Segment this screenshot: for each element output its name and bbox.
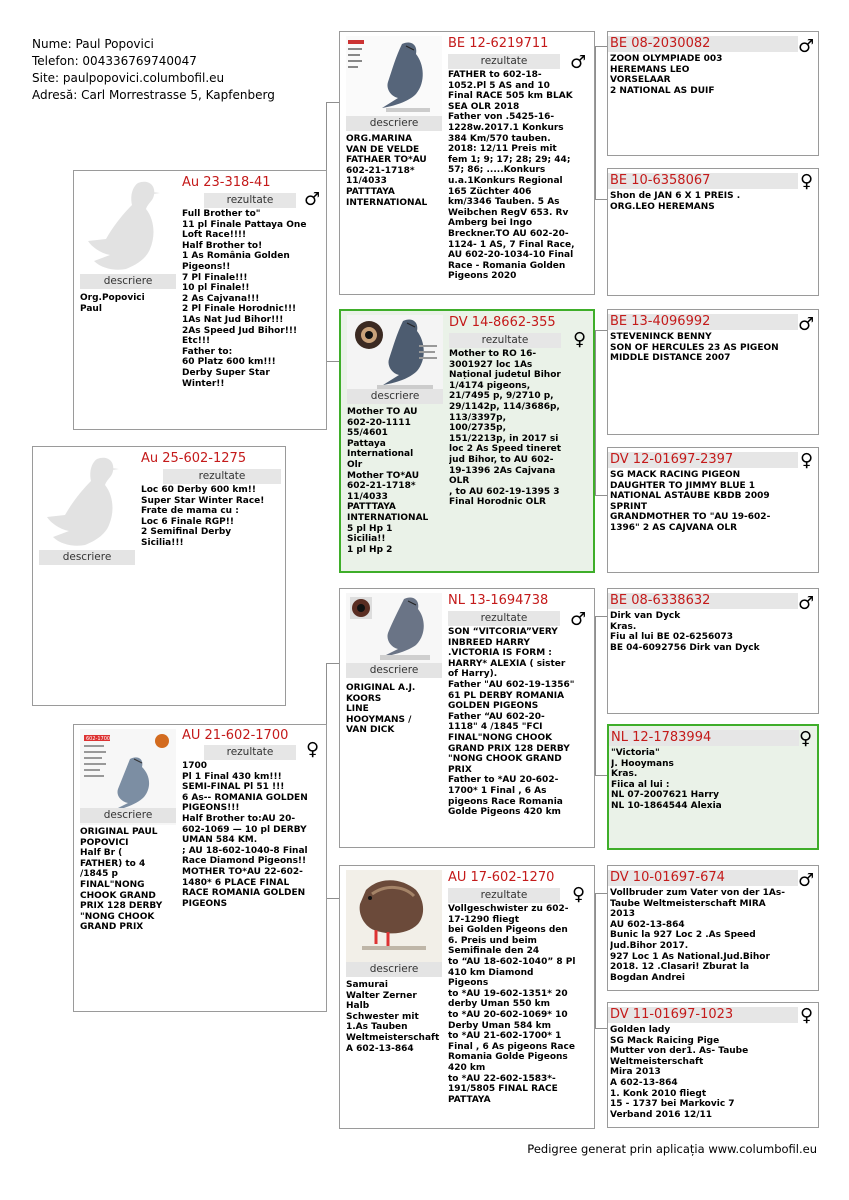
connector <box>595 46 607 200</box>
connector <box>595 893 607 1029</box>
pigeon-card-subject[interactable] <box>73 170 327 430</box>
results-button[interactable]: rezultate <box>448 54 560 69</box>
results-button[interactable]: rezultate <box>448 611 560 626</box>
description-button[interactable]: descriere <box>346 663 442 678</box>
ring-number: BE 12-6219711 <box>448 36 549 51</box>
results-button[interactable]: rezultate <box>163 469 281 484</box>
connector <box>595 616 607 776</box>
pigeon-notes: Dirk van Dyck Kras. Fiu al lui BE 02-6256073 BE 04-6092756 Dirk van Dyck <box>610 611 760 653</box>
results-text: SON “VITCORIA”VERY INBREED HARRY .VICTORIA IS FORM : HARRY* ALEXIA ( sister of Harry). Father "AU 602-19-1356" 61 PL DERBY ROMANIA GOLDEN PIGEONS Father “AU 602-20- 1118" 4 /1845 "FCI FINAL"NONG CHOOK GRAND PRIX 128 DERBY "NONG CHOOK GRAND PRIX Father to *AU 20-602- 1700* 1 Final , 6 As pigeons Race Romania Golde Pigeons 420 km <box>448 627 575 818</box>
pigeon-photo <box>347 315 443 393</box>
ring-number: BE 08-6338632 <box>610 593 711 608</box>
pigeon-silhouette <box>80 175 176 275</box>
ring-number: DV 12-01697-2397 <box>610 452 734 467</box>
ring-number: NL 12-1783994 <box>611 730 712 745</box>
ring-number: AU 17-602-1270 <box>448 870 555 885</box>
male-icon: ♂ <box>570 52 587 73</box>
male-icon: ♂ <box>304 189 321 210</box>
results-text: Full Brother to" 11 pl Finale Pattaya One Loft Race!!!! Half Brother to! 1 As România Golden Pigeons!! 7 Pl Finale!!! 10 pl Finale!! 2 As Cajvana!!! 2 Pl Finale Horodnic!!! 1As Nat Jud Bihor!!! 2As Speed Jud Bihor!!! Etc!!! Father to: 60 Platz 600 km!!! Derby Super Star Winter!! <box>182 209 307 389</box>
ring-number: Au 25-602-1275 <box>141 451 247 466</box>
pigeon-card-sire[interactable] <box>339 588 595 848</box>
pigeon-card-sibling[interactable] <box>32 446 286 706</box>
female-icon: ♀ <box>572 884 586 905</box>
pigeon-notes: "Victoria" J. Hooymans Kras. Fiica al lui : NL 07-2007621 Harry NL 10-1864544 Alexia <box>611 748 722 811</box>
pigeon-notes: Golden lady SG Mack Raicing Pige Mutter von der1. As- Taube Weltmeisterschaft Mira 2013 A 602-13-864 1. Konk 2010 fliegt 15 - 1737 bei Markovic 7 Verband 2016 12/11 <box>610 1025 749 1120</box>
female-icon: ♀ <box>799 728 813 749</box>
footer-credit: Pedigree generat prin aplicația www.columbofil.eu <box>527 1142 817 1156</box>
owner-address: Adresă: Carl Morrestrasse 5, Kapfenberg <box>32 88 275 102</box>
description-button[interactable]: descriere <box>347 389 443 404</box>
pigeon-card-gen3[interactable] <box>607 865 819 991</box>
description-button[interactable]: descriere <box>346 962 442 977</box>
pigeon-notes: Vollbruder zum Vater von der 1As- Taube Weltmeisterschaft MIRA 2013 AU 602-13-864 Bunic la 927 Loc 2 .As Speed Jud.Bihor 2017. 927 Loc 1 As National.Jud.Bihor 2018. 12 .Clasari! Zburat la Bogdan Andrei <box>610 888 785 983</box>
results-text: FATHER to 602-18- 1052.Pl 5 AS and 10 Final RACE 505 km BLAK SEA OLR 2018 Father von .5425-16- 1228w.2017.1 Konkurs 384 Km/570 tauben. 2018: 12/11 Preis mit fem 1; 9; 17; 28; 29; 44; 57; 86; .....Konkurs u.a.1Konkurs Regional 165 Züchter 406 km/3346 Tauben. 5 As Weibchen RegV 653. Rv Amberg bei Ingo Breckner.TO AU 602-20- 1124- 1 AS, 7 Final Race, AU 602-20-1034-10 Final Race - Romania Golden Pigeons 2020 <box>448 70 575 282</box>
breeder-info: ORIGINAL A.J. KOORS LINE HOOYMANS / VAN DICK <box>346 683 416 736</box>
description-button[interactable]: descriere <box>80 808 176 823</box>
breeder-info: ORG.MARINA VAN DE VELDE FATHAER TO*AU 602-21-1718* 11/4033 PATTTAYA INTERNATIONAL <box>346 134 428 208</box>
results-text: Loc 60 Derby 600 km!! Super Star Winter Race! Frate de mama cu : Loc 6 Finale RGP!! 2 Semifinal Derby Sicilia!!! <box>141 485 265 548</box>
breeder-info: Org.Popovici Paul <box>80 293 145 314</box>
female-icon: ♀ <box>800 450 814 471</box>
ring-number: BE 13-4096992 <box>610 314 711 329</box>
description-button[interactable]: descriere <box>346 116 442 131</box>
pigeon-card-gen3[interactable] <box>607 309 819 435</box>
ring-number: AU 21-602-1700 <box>182 728 289 743</box>
ring-number: DV 11-01697-1023 <box>610 1007 734 1022</box>
pigeon-silhouette <box>39 451 135 551</box>
description-button[interactable]: descriere <box>39 550 135 565</box>
pigeon-notes: SG MACK RACING PIGEON DAUGHTER TO JIMMY BLUE 1 NATIONAL ASTAUBE KBDB 2009 SPRINT GRANDMOTHER TO "AU 19-602- 1396" 2 AS CAJVANA OLR <box>610 470 771 533</box>
breeder-info: ORIGINAL PAUL POPOVICI Half Br ( FATHER) to 4 /1845 p FINAL"NONG CHOOK GRAND PRIX 128 DERBY "NONG CHOOK GRAND PRIX <box>80 827 163 933</box>
results-button[interactable]: rezultate <box>449 333 561 348</box>
results-text: 1700 Pl 1 Final 430 km!!! SEMI-FINAL Pl 51 !!! 6 As-- ROMANIA GOLDEN PIGEONS!!! Half Brother to:AU 20- 602-1069 — 10 pl DERBY UMAN 584 KM. ; AU 18-602-1040-8 Final Race Diamond Pigeons!! MOTHER TO*AU 22-602- 1480* 6 PLACE FINAL RACE ROMANIA GOLDEN PIGEONS <box>182 761 308 909</box>
pigeon-card-gen3[interactable] <box>607 588 819 714</box>
ring-number: DV 10-01697-674 <box>610 870 725 885</box>
results-button[interactable]: rezultate <box>448 888 560 903</box>
ring-number: BE 10-6358067 <box>610 173 711 188</box>
pigeon-notes: Shon de JAN 6 X 1 PREIS . ORG.LEO HEREMANS <box>610 191 741 212</box>
female-icon: ♀ <box>306 739 320 760</box>
female-icon: ♀ <box>800 171 814 192</box>
pigeon-card-dam[interactable] <box>339 865 595 1129</box>
male-icon: ♂ <box>798 314 815 335</box>
pigeon-card-dam[interactable] <box>339 309 595 573</box>
ring-number: BE 08-2030082 <box>610 36 711 51</box>
svg-text:602-1700: 602-1700 <box>86 736 111 742</box>
female-icon: ♀ <box>800 1005 814 1026</box>
pigeon-card-gen3[interactable] <box>607 168 819 296</box>
male-icon: ♂ <box>798 36 815 57</box>
pigeon-card-dam-line[interactable] <box>73 724 327 1012</box>
description-button[interactable]: descriere <box>80 274 176 289</box>
male-icon: ♂ <box>798 593 815 614</box>
breeder-info: Mother TO AU 602-20-1111 55/4601 Pattaya International Olr Mother TO*AU 602-21-1718* 11/4033 PATTTAYA INTERNATIONAL 5 pl Hp 1 Sicilia!! 1 pl Hp 2 <box>347 407 429 555</box>
results-text: Mother to RO 16- 3001927 loc 1As Național judetul Bihor 1/4174 pigeons, 21/7495 p, 9/2710 p, 29/1142p, 114/3686p, 113/3397p, 100/2735p, 151/2213p, in 2017 si loc 2 As Speed tineret jud Bihor, to AU 602- 19-1396 2As Cajvana OLR , to AU 602-19-1395 3 Final Horodnic OLR <box>449 349 562 508</box>
owner-site: Site: paulpopovici.columbofil.eu <box>32 71 225 85</box>
results-button[interactable]: rezultate <box>204 193 296 208</box>
ring-number: Au 23-318-41 <box>182 175 271 190</box>
breeder-info: Samurai Walter Zerner Halb Schwester mit 1.As Tauben Weltmeisterschaft A 602-13-864 <box>346 980 440 1054</box>
male-icon: ♂ <box>570 609 587 630</box>
pigeon-notes: STEVENINCK BENNY SON OF HERCULES 23 AS PIGEON MIDDLE DISTANCE 2007 <box>610 332 779 364</box>
pigeon-photo <box>346 36 442 116</box>
ring-number: NL 13-1694738 <box>448 593 549 608</box>
connector <box>595 330 607 496</box>
female-icon: ♀ <box>573 329 587 350</box>
owner-phone: Telefon: 004336769740047 <box>32 54 197 68</box>
pigeon-photo <box>346 593 442 663</box>
results-button[interactable]: rezultate <box>204 745 296 760</box>
pigeon-card-gen3[interactable] <box>607 31 819 156</box>
male-icon: ♂ <box>798 870 815 891</box>
owner-info <box>32 36 275 104</box>
connector <box>326 663 340 899</box>
pigeon-card-sire[interactable] <box>339 31 595 295</box>
pigeon-photo <box>346 870 442 962</box>
connector <box>326 102 340 362</box>
results-text: Vollgeschwister zu 602- 17-1290 fliegt bei Golden Pigeons den 6. Preis und beim Semifinale den 24 to “AU 18-602-1040” 8 Pl 410 km Diamond Pigeons to *AU 19-602-1351* 20 derby Uman 550 km to *AU 20-602-1069* 10 Derby Uman 584 km to *AU 21-602-1700* 1 Final , 6 As pigeons Race Romania Golde Pigeons 420 km to *AU 22-602-1583*- 191/5805 FINAL RACE PATTAYA <box>448 904 576 1105</box>
ring-number: DV 14-8662-355 <box>449 315 556 330</box>
pigeon-card-gen3[interactable] <box>607 447 819 573</box>
owner-name: Nume: Paul Popovici <box>32 37 154 51</box>
pigeon-card-gen3[interactable] <box>607 724 819 850</box>
pigeon-card-gen3[interactable] <box>607 1002 819 1128</box>
pigeon-notes: ZOON OLYMPIADE 003 HEREMANS LEO VORSELAAR 2 NATIONAL AS DUIF <box>610 54 723 96</box>
